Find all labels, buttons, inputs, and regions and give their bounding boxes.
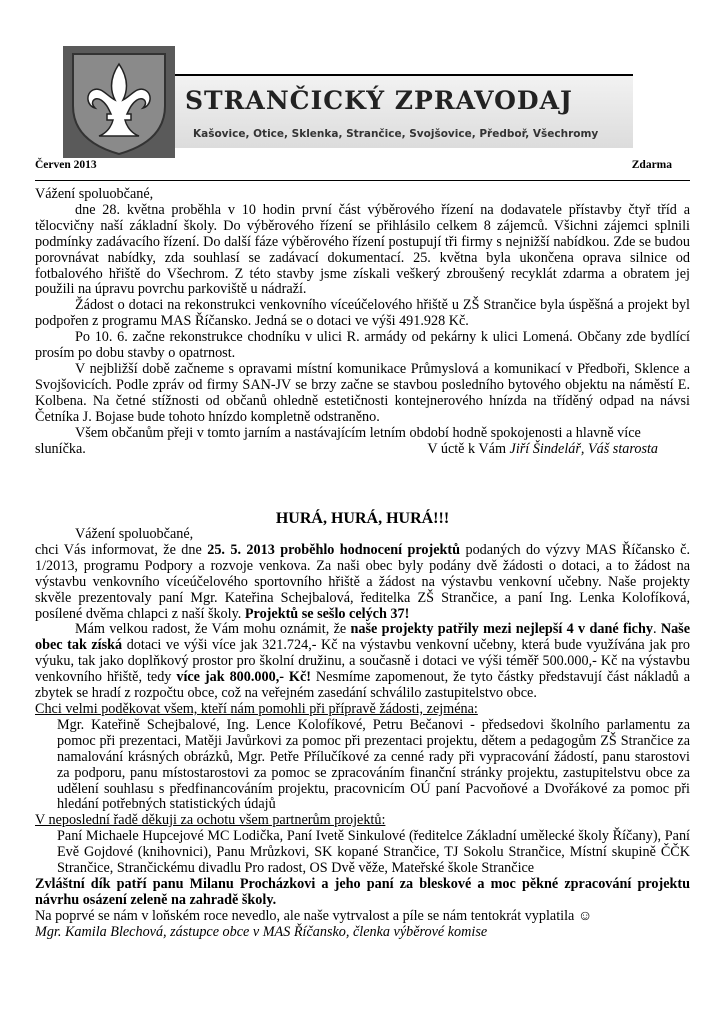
thanks-heading: Chci velmi poděkovat všem, kteří nám pomohli při přípravě žádosti, zejména: <box>35 700 478 717</box>
text-run-bold: naše projekty patřily mezi nejlepší 4 v dané fichy <box>350 621 653 638</box>
mayor-letter <box>35 187 690 458</box>
article-paragraph <box>35 543 690 623</box>
newsletter-title: STRANČICKÝ ZPRAVODAJ <box>185 86 573 115</box>
letter1-closing-word: sluníčka. <box>35 440 86 457</box>
letter1-paragraph: dne 28. května proběhla v 10 hodin první část výběrového řízení na dodavatele přístavby čtyř tříd a tělocvičny naší základní školy. Do výběrového řízení se přihlásilo celkem 8 zájemců. Všichni zájemci splnili podmínky zadávacího řízení. Do další fáze výběrového řízení postupují tři firmy s nejnižší nabídkou. Zde se budou porovnávat nabídky, zda souhlasí se zadávací dokumentací. 25. května byla ukončena oprava silnice od fotbalového hřiště do Všechrom. Z této stavby jsme získali veškerý zbroušený recyklát zdarma a obratem jej použili na úpravu povrchu parkoviště u nádraží. <box>35 201 690 298</box>
partners-list: Paní Michaele Hupcejové MC Lodička, Paní Ivetě Sinkulové (ředitelce Základní umělecké školy Říčany), Paní Evě Gojdové (knihovnici), Panu Mrůzkovi, SK kopané Strančice, TJ Sokolu Strančice, Místní skupině ČČK Strančice, Strančickému divadlu Pro radost, OS Dvě věže, Mateřské škole Strančice <box>57 828 690 877</box>
article-closing: Na poprvé se nám v loňském roce nevedlo, ale naše vytrvalost a píle se nám tentokrát vyplatila ☺ <box>35 907 593 924</box>
text-run-bold: 25. 5. 2013 proběhlo hodnocení projektů <box>207 541 461 558</box>
letter1-signature-row <box>35 442 690 458</box>
text-run: . <box>652 621 661 638</box>
signature-name: Jiří Šindelář, Váš starosta <box>509 440 658 457</box>
header-divider <box>35 180 690 181</box>
letter1-paragraph: Žádost o dotaci na rekonstrukci venkovního víceúčelového hřiště u ZŠ Strančice byla úspěšná a projekt byl podpořen z programu MAS Říčansko. Jedná se o dotaci ve výši 491.928 Kč. <box>35 297 690 330</box>
signature-prefix: V úctě k Vám <box>427 440 510 457</box>
text-run: dotaci ve výši více jak 321.724,- Kč na výstavbu venkovní učebny, která bude využívána jak pro výuku, tak jako doplňkový prostor pro školní družinu, a současně i dotaci ve výši téměř 500.000,- Kč na výstavbu venkovního hřiště, tedy <box>35 637 691 686</box>
special-thanks: Zvláštní dík patří panu Milanu Procházkovi a jeho paní za bleskové a moc pěkné zpracování projektu návrhu osázení zeleně na zahradě školy. <box>35 875 690 908</box>
issue-price: Zdarma <box>631 159 672 171</box>
fleur-de-lis-logo <box>63 46 175 158</box>
masthead-title-band <box>175 74 633 148</box>
partners-heading: V neposlední řadě děkuji za ochotu všem partnerům projektů: <box>35 812 386 829</box>
letter1-paragraph: V nejbližší době začneme s opravami místní komunikace Průmyslová a komunikací v Předboři, Sklence a Svojšovicích. Podle zpráv od firmy SAN-JV se brzy začne se stavbou posledního bytového objektu na náměstí E. Kolbena. Na četné stížnosti od občanů ohledně estetičnosti kontejnerového hnízda na tříděný odpad na návsi Četníka J. Bojase bude tohoto hnízdo kompletně odstraněno. <box>35 360 690 425</box>
article-signature: Mgr. Kamila Blechová, zástupce obce v MAS Říčansko, členka výběrové komise <box>35 923 488 940</box>
letter1-signature <box>427 442 658 458</box>
article-greeting: Vážení spoluobčané, <box>75 526 194 542</box>
article-body <box>35 527 690 941</box>
text-run-bold: Naše obec tak získá <box>35 621 690 654</box>
text-run: chci Vás informovat, že dne <box>35 541 208 558</box>
text-run-bold: více jak 800.000,- Kč! <box>176 669 311 686</box>
letter1-paragraph: Všem občanům přeji v tomto jarním a nastávajícím letním období hodně spokojenosti a hlavně více <box>75 424 641 441</box>
issue-info-row <box>35 159 672 175</box>
text-run: Nesmíme zapomenout, že tyto částky představují část nákladů a zbytek se hradí z rozpočtu obce, což na veřejném zasedání schválilo zastupitelstvo obce. <box>35 669 691 702</box>
letter1-paragraph: Po 10. 6. začne rekonstrukce chodníku v ulici R. armády od pekárny k ulici Lomená. Občany zde bydlící prosím po dobu stavby o opatrnost. <box>35 329 690 362</box>
thanks-list: Mgr. Kateřině Schejbalové, Ing. Lence Kolofíkové, Petru Bečanovi - předsedovi školního parlamentu za pomoc při prezentaci, Matěji Javůrkovi za pomoc při prezentaci projektu, dětem a pedagogům ZŠ Strančice za namalování krásných obrázků, Mgr. Petře Přílučíkové za cenné rady při vypracování žádostí, panu starostovi za podporu, panu místostarostovi za pomoc se zpracováním finanční stránky projektu, zastupitelstvu obce za udělení souhlasu s předfinancováním projektu, pracovnicím OÚ paní Pacvoňové a Dvořákové za pomoc při hledání potřebných statistických údajů <box>57 716 690 813</box>
issue-date: Červen 2013 <box>35 159 97 171</box>
letter1-greeting: Vážení spoluobčané, <box>35 186 154 202</box>
text-run-bold: Projektů se sešlo celých 37! <box>244 605 410 622</box>
text-run: podaných do výzvy MAS Říčansko č. 1/2013, programu Podpory a rozvoje venkova. Za naši obec byly podány dvě žádosti o dotaci, a to žádost na výstavbu venkovního víceúčelového sportovního hřiště a žádost na výstavbu venkovní učebny. Naše projekty skvěle prezentovaly paní Mgr. Kateřina Schejbalová, ředitelka ZŠ Strančice, a paní Ing. Lenka Kolofíková, posílené dvěma chlapci z naší školy. <box>35 541 691 622</box>
article-headline: HURÁ, HURÁ, HURÁ!!! <box>275 510 450 527</box>
text-run: Mám velkou radost, že Vám mohu oznámit, že <box>75 621 351 638</box>
masthead <box>63 46 633 158</box>
article-paragraph <box>35 622 690 702</box>
villages-subtitle: Kašovice, Otice, Sklenka, Strančice, Svojšovice, Předboř, Všechromy <box>193 128 599 140</box>
